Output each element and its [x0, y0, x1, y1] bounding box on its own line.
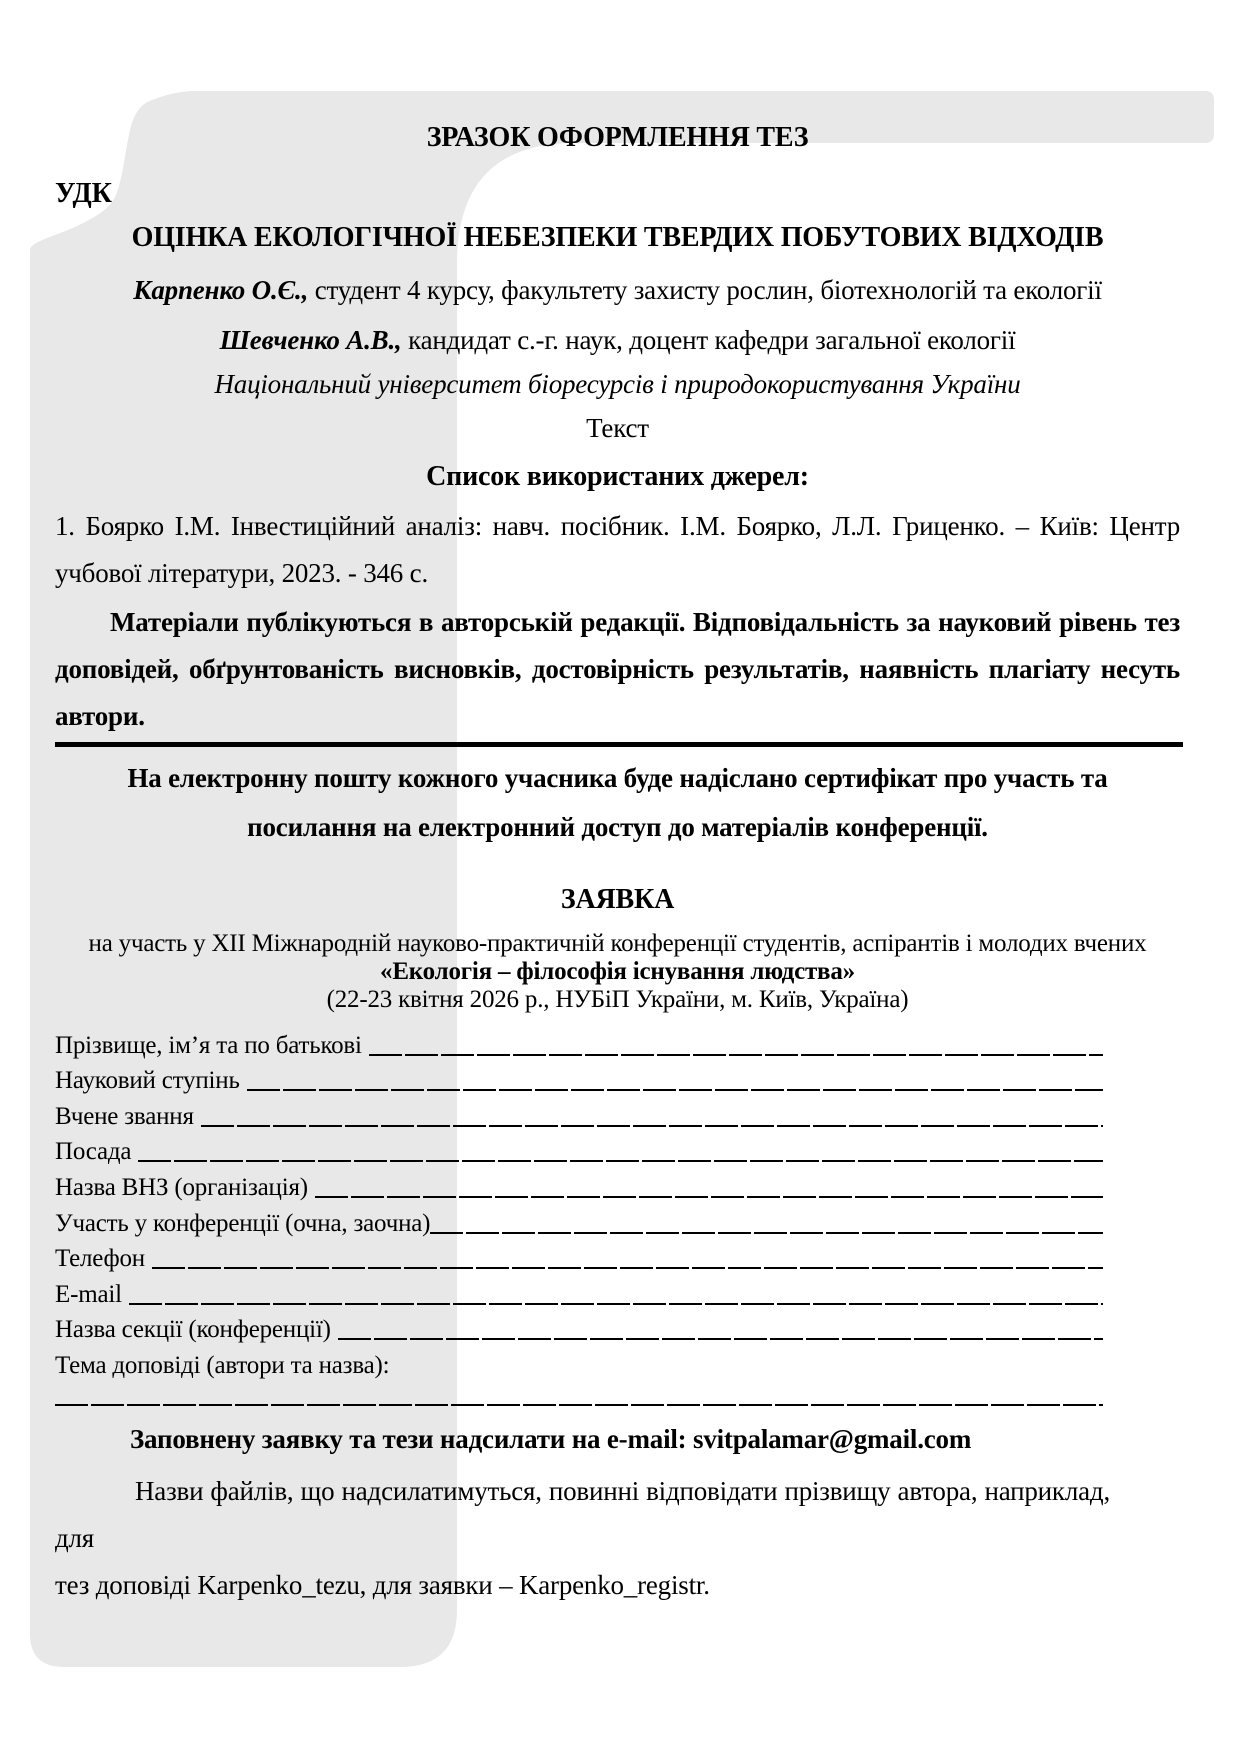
conference-name: «Екологія – філософія існування людства»: [380, 958, 855, 985]
text-line: учбової літератури, 2023. - 346 с.: [55, 558, 428, 588]
body-text-placeholder: Текст: [586, 413, 649, 443]
text-line: доповідей, обґрунтованість висновків, достовірність результатів, наявність плагіату несуть: [55, 654, 1180, 684]
text-line: тез доповіді Karpenko_tezu, для заявки – Karpenko_registr.: [55, 1570, 710, 1600]
author-line-2: [55, 325, 1180, 356]
form-field-label: Назва ВНЗ (організація): [55, 1173, 308, 1201]
reference-entry: [55, 503, 1180, 597]
application-form: [55, 1024, 1103, 1380]
form-field-label: Участь у конференції (очна, заочна): [55, 1209, 431, 1237]
author-1-name: Карпенко О.Є.,: [133, 275, 309, 305]
author-2-details: кандидат с.-г. наук, доцент кафедри загальної екології: [401, 325, 1016, 355]
affiliation: Національний університет біоресурсів і природокористування України: [214, 369, 1021, 399]
topic-blank-line: [55, 1404, 1103, 1406]
form-field-row: [55, 1273, 1103, 1309]
text-line: Матеріали публікуються в авторській редакції. Відповідальність за науковий рівень тез: [110, 607, 1180, 637]
certificate-note: [55, 754, 1180, 852]
form-field-label: Вчене звання: [55, 1102, 194, 1130]
thesis-title: ОЦІНКА ЕКОЛОГІЧНОЇ НЕБЕЗПЕКИ ТВЕРДИХ ПОБУТОВИХ ВІДХОДІВ: [131, 222, 1104, 253]
application-subheading: на участь у ХІІ Міжнародній науково-практичній конференції студентів, аспірантів і молодих вчених: [88, 930, 1147, 957]
author-2-name: Шевченко А.В.,: [219, 325, 402, 355]
text-line: автори.: [55, 701, 145, 731]
editorial-note: [55, 599, 1180, 740]
form-field-label: Тема доповіді (автори та назва):: [55, 1351, 390, 1379]
references-heading: Список використаних джерел:: [426, 461, 809, 492]
files-note: [55, 1468, 1110, 1609]
form-field-row: [55, 1309, 1103, 1345]
author-line-1: [55, 275, 1180, 306]
form-field-label: Прізвище, ім’я та по батькові: [55, 1031, 362, 1059]
form-field-label: Науковий ступінь: [55, 1067, 240, 1095]
text-line: посилання на електронний доступ до матеріалів конференції.: [247, 812, 988, 842]
text-line: 1. Боярко І.М. Інвестиційний аналіз: навч. посібник. І.М. Боярко, Л.Л. Гриценко. – Київ: Центр: [55, 511, 1180, 541]
form-field-label: Назва секції (конференції): [55, 1316, 331, 1344]
author-1-details: студент 4 курсу, факультету захисту рослин, біотехнологій та екології: [308, 275, 1102, 305]
form-field-label: E-mail: [55, 1280, 122, 1308]
form-field-row: [55, 1095, 1103, 1131]
conference-details: (22-23 квітня 2026 р., НУБіП України, м. Київ, Україна): [326, 986, 909, 1013]
udc-label: УДК: [55, 178, 112, 209]
sample-heading: ЗРАЗОК ОФОРМЛЕННЯ ТЕЗ: [426, 122, 809, 153]
form-field-row: [55, 1131, 1103, 1167]
form-field-row: [55, 1202, 1103, 1238]
application-heading: ЗАЯВКА: [560, 884, 675, 915]
form-field-row: [55, 1344, 1103, 1380]
form-field-row: [55, 1166, 1103, 1202]
submit-note: Заповнену заявку та тези надсилати на e-mail: svitpalamar@gmail.com: [130, 1424, 972, 1454]
text-line: На електронну пошту кожного учасника буде надіслано сертифікат про участь та: [127, 763, 1108, 793]
form-field-row: [55, 1024, 1103, 1060]
form-field-row: [55, 1238, 1103, 1274]
text-line: Назви файлів, що надсилатимуться, повинні відповідати прізвищу автора, наприклад, для: [55, 1476, 1110, 1553]
horizontal-rule: [55, 742, 1183, 747]
form-field-label: Телефон: [55, 1245, 145, 1273]
form-field-row: [55, 1060, 1103, 1096]
form-field-label: Посада: [55, 1138, 132, 1166]
